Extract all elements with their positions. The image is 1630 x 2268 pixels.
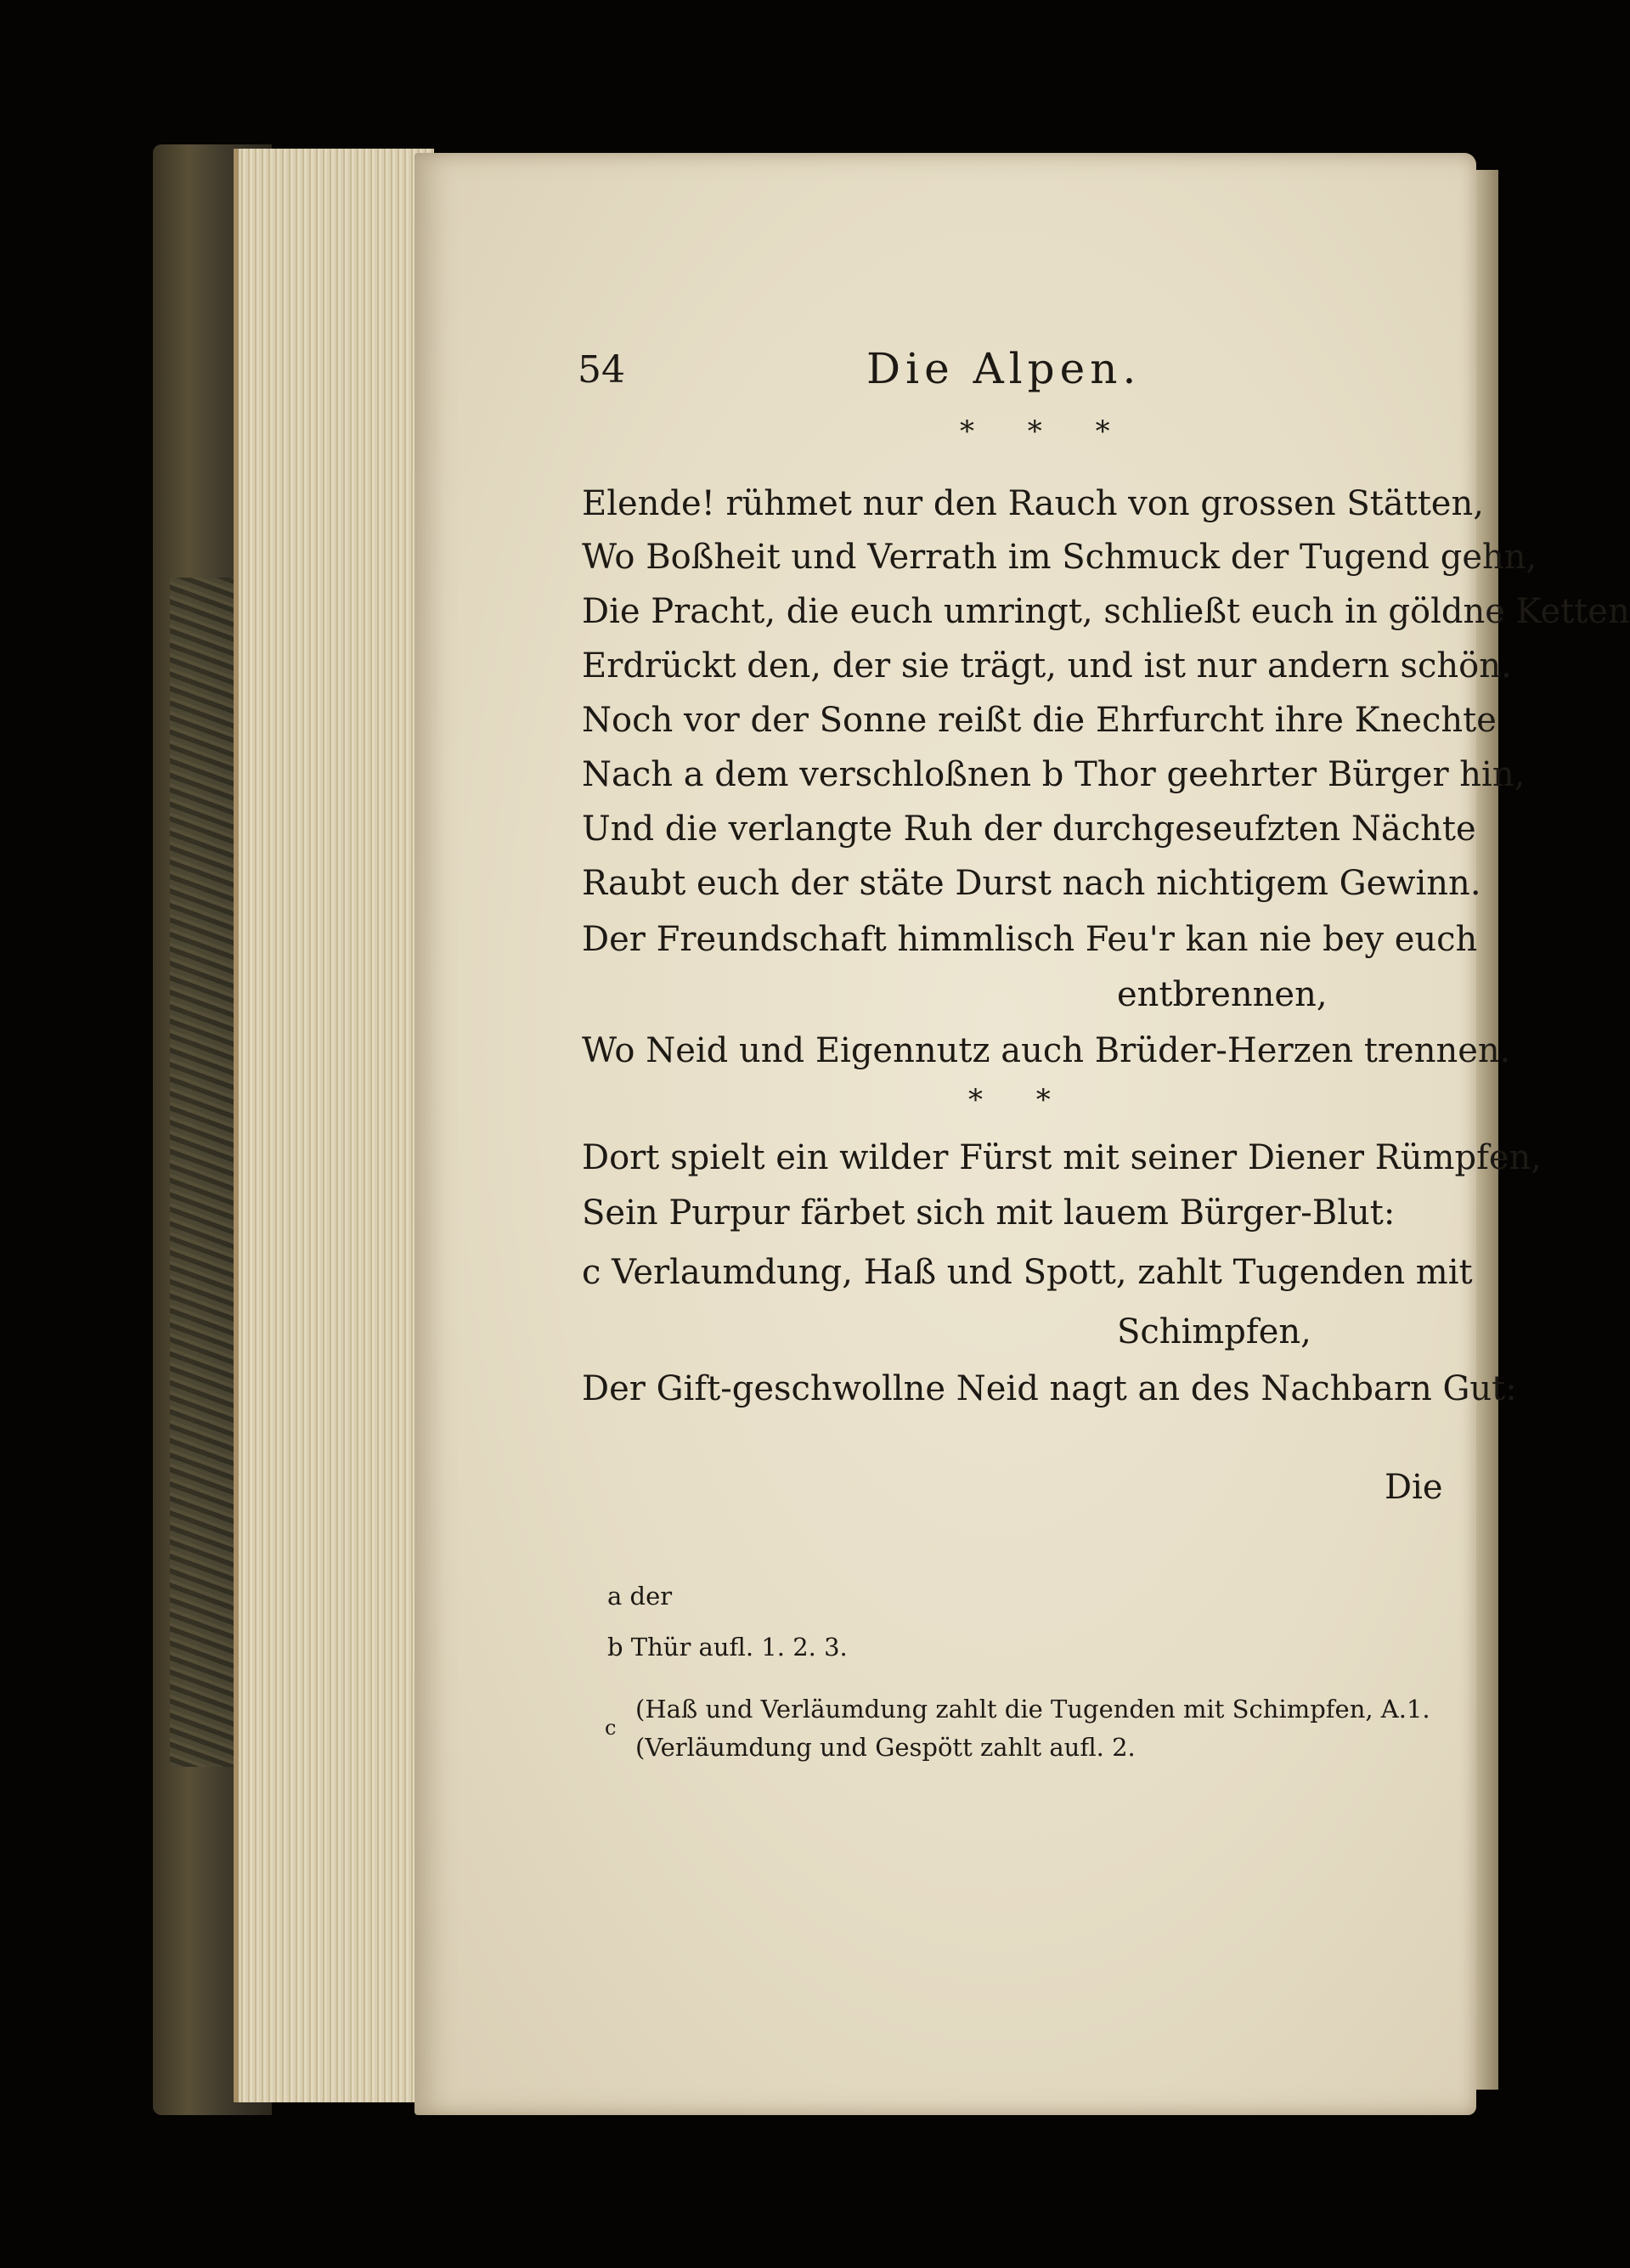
verse-line: Wo Boßheit und Verrath im Schmuck der Tugend gehn, (582, 538, 1537, 577)
footnote-c-marker: c (605, 1716, 617, 1740)
verse-line: Die Pracht, die euch umringt, schließt euch in göldne Ketten (582, 592, 1630, 631)
verse-line: Nach a dem verschloßnen b Thor geehrter Bürger hin, (582, 755, 1526, 794)
page-edges (234, 149, 434, 2102)
verse-line: Dort spielt ein wilder Fürst mit seiner Diener Rümpfen, (582, 1138, 1543, 1177)
verse-line: Erdrückt den, der sie trägt, und ist nur andern schön. (582, 646, 1512, 685)
verse-line: Noch vor der Sonne reißt die Ehrfurcht ihre Knechte (582, 701, 1497, 740)
verse-line: c Verlaumdung, Haß und Spott, zahlt Tugenden mit (582, 1253, 1473, 1292)
running-title: Die Alpen. (866, 344, 1142, 393)
verse-line-continuation: Schimpfen, (1117, 1312, 1311, 1351)
page-number: 54 (578, 348, 625, 392)
footnote-c-line1: (Haß und Verläumdung zahlt die Tugenden mit Schimpfen, A.1. (635, 1695, 1430, 1724)
verse-line: Der Freundschaft himmlisch Feu'r kan nie bey euch (582, 920, 1478, 959)
footnote-c-line2: (Verläumdung und Gespött zahlt aufl. 2. (635, 1733, 1136, 1762)
verse-line-continuation: entbrennen, (1117, 975, 1328, 1014)
section-ornament: * * (968, 1083, 1073, 1117)
marbled-cover-edge (170, 578, 238, 1767)
verse-line: Der Gift-geschwollne Neid nagt an des Nachbarn Gut: (582, 1369, 1517, 1408)
footnote-b: b Thür aufl. 1. 2. 3. (607, 1633, 848, 1662)
section-ornament: * * * (960, 415, 1132, 449)
verse-line: Und die verlangte Ruh der durchgeseufzten Nächte (582, 810, 1476, 849)
catchword: Die (1385, 1468, 1443, 1507)
verse-line: Elende! rühmet nur den Rauch von grossen Stätten, (582, 484, 1484, 523)
book-page (415, 153, 1476, 2115)
verse-line: Wo Neid und Eigennutz auch Brüder-Herzen trennen. (582, 1031, 1511, 1070)
verse-line: Sein Purpur färbet sich mit lauem Bürger-Blut: (582, 1193, 1396, 1233)
verse-line: Raubt euch der stäte Durst nach nichtigem Gewinn. (582, 864, 1481, 903)
footnote-a: a der (607, 1582, 673, 1611)
